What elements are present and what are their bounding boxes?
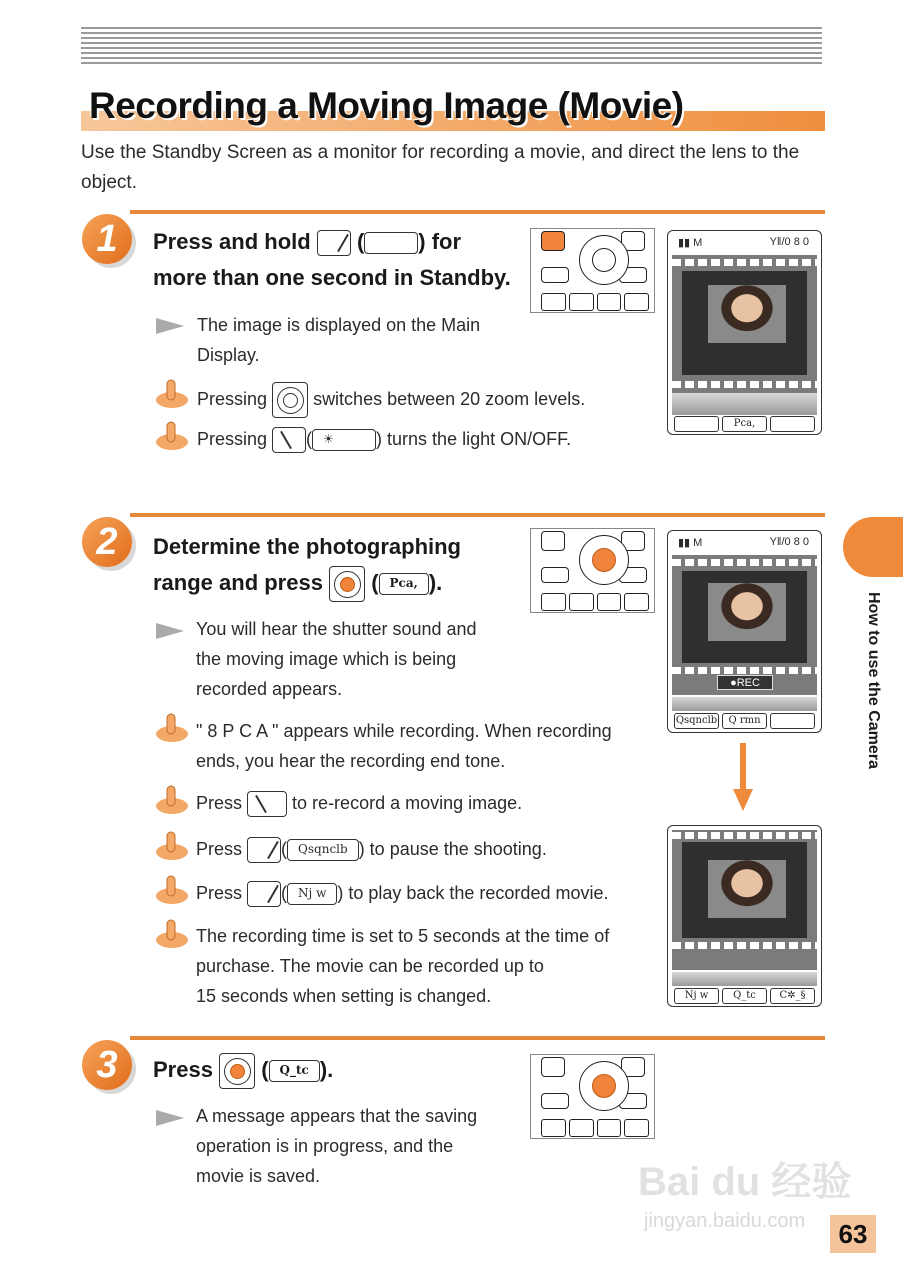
left-soft-key-icon <box>317 230 351 256</box>
keypad-center-key-highlight <box>592 1074 616 1098</box>
step1-keypad-diagram <box>530 228 655 313</box>
intro-text: Use the Standby Screen as a monitor for recording a movie, and direct the lens to the object. <box>81 142 800 193</box>
phone-film-strip <box>672 255 817 393</box>
camera-movie-softkey-icon <box>364 232 418 254</box>
subject-photo <box>708 583 786 641</box>
keypad-left-soft-key <box>541 531 565 551</box>
phone-status-bar: ▮▮ M Y‖/0 8 0 <box>678 236 809 249</box>
subject-photo <box>708 860 786 918</box>
step1-tip1: Pressing switches between 20 zoom levels. <box>197 382 585 418</box>
step1-heading-line2: more than one second in Standby. <box>153 265 511 290</box>
record-softkey-icon: Pca, <box>379 573 429 595</box>
keypad-bottom-row <box>541 1119 649 1137</box>
step2-tip1-line2: ends, you hear the recording end tone. <box>196 751 506 771</box>
chapter-side-tab <box>843 517 903 577</box>
baidu-watermark-url: jingyan.baidu.com <box>644 1210 806 1232</box>
stop-softkey-icon: Q_tc <box>269 1060 320 1082</box>
keypad-left-soft-key <box>541 1057 565 1077</box>
step2-tip4: Press ( Nj w ) to play back the recorded movie. <box>196 878 608 908</box>
phone-status-bar: ▮▮ M Y‖/0 8 0 <box>678 536 809 549</box>
keypad-center-key <box>592 248 616 272</box>
phone-indicator-bar <box>672 697 817 711</box>
note-arrow-icon <box>156 1110 184 1126</box>
step2-keypad-diagram <box>530 528 655 613</box>
step2-tip2: Press to re-record a moving image. <box>196 788 522 818</box>
step2-note-line3: recorded appears. <box>196 679 343 699</box>
step2-heading-line2: range and press ( Pca, ). <box>153 565 442 602</box>
step3-rule <box>130 1036 825 1040</box>
note-arrow-icon <box>156 623 184 639</box>
hand-pointer-icon <box>155 376 189 408</box>
hand-pointer-icon <box>155 782 189 814</box>
keypad-clear-key <box>541 267 569 283</box>
center-key-icon <box>329 566 365 602</box>
phone-film-strip <box>672 830 817 970</box>
step3-note-line3: movie is saved. <box>196 1166 321 1186</box>
left-soft-key-icon <box>247 837 281 863</box>
down-arrow-icon <box>733 743 753 811</box>
step1-heading: Press and hold ( ) for <box>153 224 461 260</box>
center-key-icon <box>219 1053 255 1089</box>
hand-pointer-icon <box>155 916 189 948</box>
hand-pointer-icon <box>155 828 189 860</box>
step2-tip5-line2: purchase. The movie can be recorded up to <box>196 956 544 976</box>
step3-note-line2: operation is in progress, and the <box>196 1136 454 1156</box>
page-title: Recording a Moving Image (Movie) <box>89 85 684 126</box>
keypad-bottom-row <box>541 593 649 611</box>
step1-note-line2: Display. <box>197 345 260 365</box>
step1-tip2: Pressing ( ☀ ) turns the light ON/OFF. <box>197 424 571 454</box>
phone-softkeys: Qsqnclb Q rmn <box>674 713 815 729</box>
note-arrow-icon <box>156 318 184 334</box>
step2-tip5-line1: The recording time is set to 5 seconds at the time of <box>196 926 610 946</box>
hand-pointer-icon <box>155 418 189 450</box>
viewfinder-frame <box>682 842 807 938</box>
title-block <box>81 85 825 131</box>
step2-note-line1: You will hear the shutter sound and <box>196 619 477 639</box>
nav-key-icon <box>272 382 308 418</box>
step2-phone-screen-recording <box>667 530 822 733</box>
phone-indicator-bar <box>672 972 817 986</box>
step3-note-line1: A message appears that the saving <box>196 1106 478 1126</box>
step1-number: 1 <box>82 214 132 264</box>
film-holes-bottom <box>672 667 817 674</box>
step3-number: 3 <box>82 1040 132 1090</box>
left-soft-key-icon <box>247 881 281 907</box>
keypad-bottom-row <box>541 293 649 311</box>
keypad-clear-key <box>541 1093 569 1109</box>
viewfinder-frame <box>682 571 807 663</box>
baidu-watermark-logo: Bai du 经验 <box>638 1160 852 1204</box>
header-stripes <box>81 27 822 64</box>
step2-number: 2 <box>82 517 132 567</box>
step1-note-line1: The image is displayed on the Main <box>197 315 481 335</box>
keypad-left-soft-key-highlight <box>541 231 565 251</box>
film-holes-bottom <box>672 942 817 949</box>
step3-keypad-diagram <box>530 1054 655 1139</box>
pause-softkey-icon: Qsqnclb <box>287 839 359 861</box>
film-holes-top <box>672 559 817 566</box>
step2-note-line2: the moving image which is being <box>196 649 457 669</box>
phone-indicator-bar <box>672 393 817 415</box>
page-number: 63 <box>830 1215 876 1253</box>
step2-rule <box>130 513 825 517</box>
clear-key-icon <box>247 791 287 817</box>
step2-tip3: Press ( Qsqnclb ) to pause the shooting. <box>196 834 547 864</box>
film-holes-top <box>672 259 817 266</box>
hand-pointer-icon <box>155 872 189 904</box>
phone-softkeys: Pca, <box>674 416 815 432</box>
light-softkey-icon: ☀ <box>312 429 376 451</box>
step2-heading-line1: Determine the photographing <box>153 534 461 559</box>
step1-phone-screen <box>667 230 822 435</box>
step2-tip5-line3: 15 seconds when setting is changed. <box>196 986 492 1006</box>
film-holes-top <box>672 832 817 839</box>
step2-tip1-line1: " 8 P C A " appears while recording. When recording <box>196 721 612 741</box>
keypad-center-key-highlight <box>592 548 616 572</box>
phone-film-strip <box>672 555 817 695</box>
rec-indicator: ●REC <box>717 675 773 690</box>
phone-softkeys: Nj w Q_tc C✲_§ <box>674 988 815 1004</box>
keypad-clear-key <box>541 567 569 583</box>
viewfinder-frame <box>682 271 807 375</box>
hand-pointer-icon <box>155 710 189 742</box>
step3-heading: Press ( Q_tc ). <box>153 1052 333 1089</box>
step1-rule <box>130 210 825 214</box>
right-soft-key-icon <box>272 427 306 453</box>
play-softkey-icon: Nj w <box>287 883 337 905</box>
film-holes-bottom <box>672 381 817 388</box>
chapter-side-label: How to use the Camera <box>865 592 882 769</box>
step2-phone-screen-recorded <box>667 825 822 1007</box>
subject-photo <box>708 285 786 343</box>
